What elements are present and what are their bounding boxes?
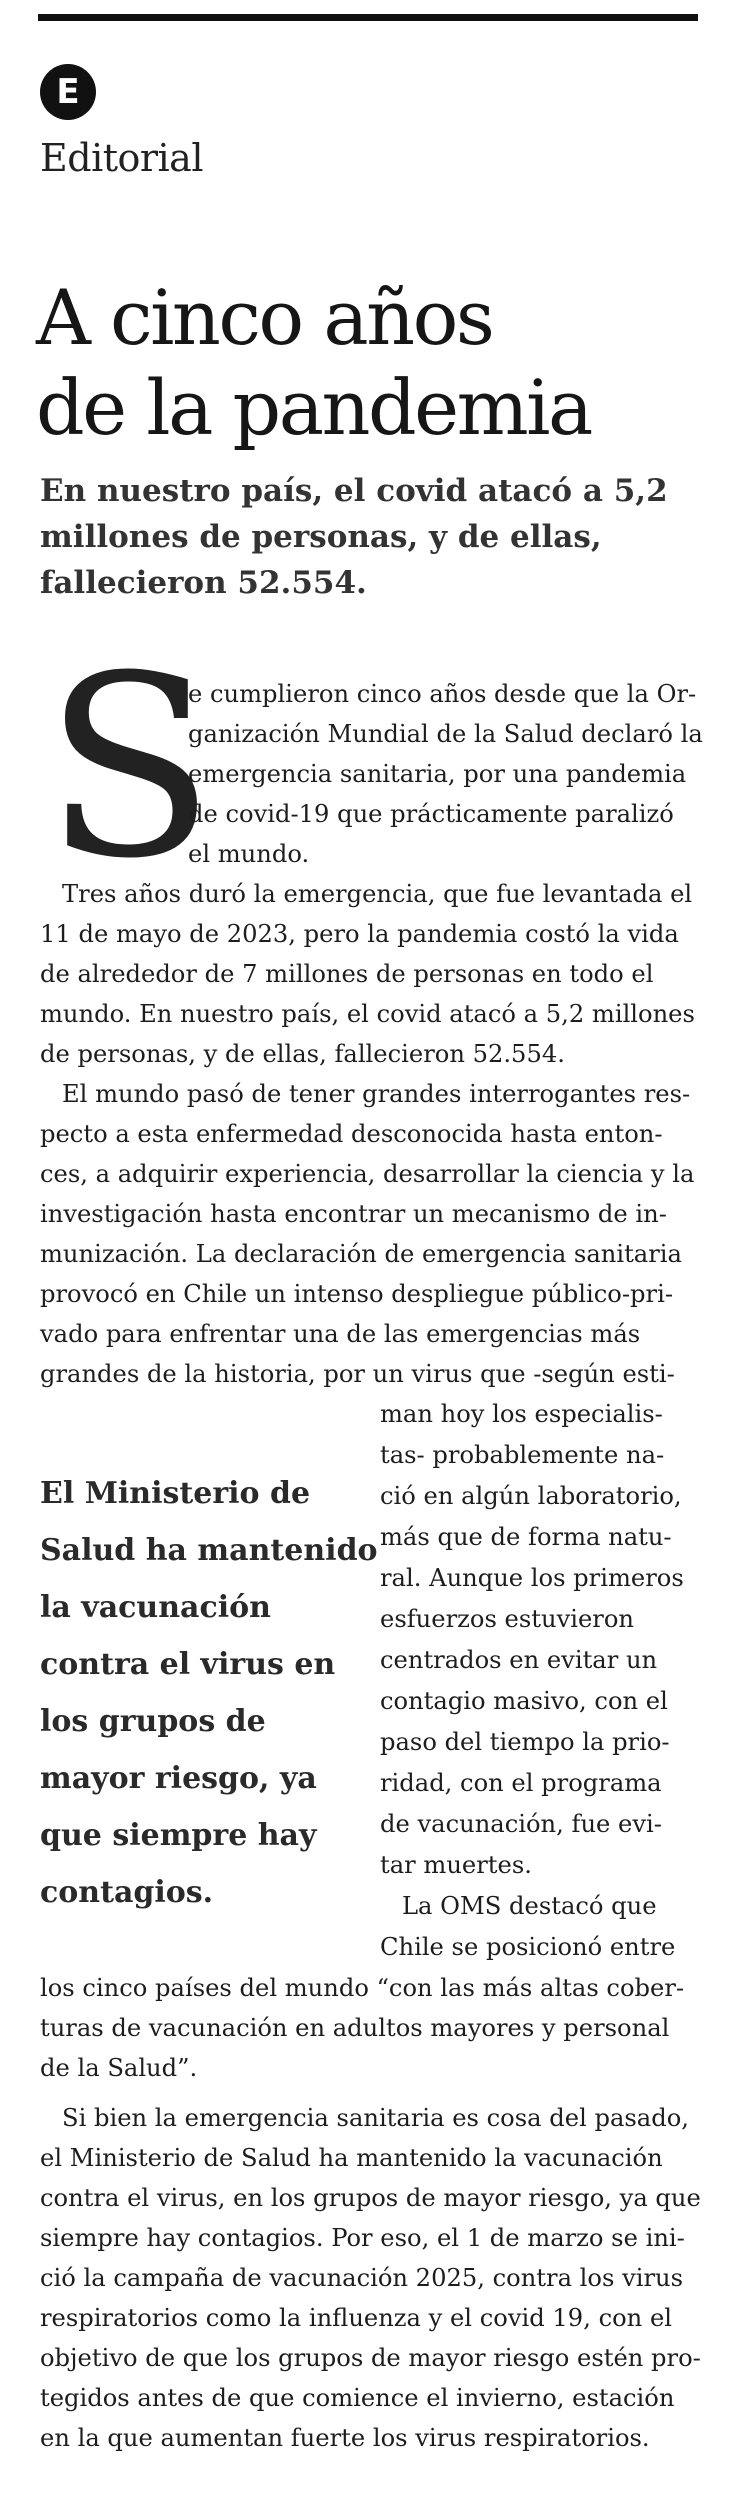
body-line: siempre hay contagios. Por eso, el 1 de marzo se ini-	[40, 2224, 685, 2252]
headline	[36, 273, 716, 453]
pull-quote-line: los grupos de	[40, 1704, 266, 1739]
body-line: tas- probablemente na-	[380, 1441, 665, 1469]
lead-line: fallecieron 52.554.	[40, 565, 367, 601]
lead-summary	[40, 468, 690, 606]
body-line: Tres años duró la emergencia, que fue levantada el	[62, 880, 693, 908]
pull-quote-line: la vacunación	[40, 1590, 271, 1625]
headline-line: de la pandemia	[36, 362, 591, 452]
body-line: turas de vacunación en adultos mayores y personal	[40, 2014, 670, 2042]
pull-quote-line: El Ministerio de	[40, 1476, 311, 1511]
body-line: los cinco países del mundo “con las más altas cober-	[40, 1974, 685, 2002]
pull-quote-line: Salud ha mantenido	[40, 1533, 378, 1568]
body-line: más que de forma natu-	[380, 1523, 672, 1551]
body-line: objetivo de que los grupos de mayor riesgo estén pro-	[40, 2344, 701, 2372]
body-line: de alrededor de 7 millones de personas en todo el	[40, 960, 654, 988]
body-line: contagio masivo, con el	[380, 1687, 668, 1715]
body-line: Si bien la emergencia sanitaria es cosa del pasado,	[62, 2104, 689, 2132]
body-line: ció en algún laboratorio,	[380, 1482, 682, 1510]
body-line: el Ministerio de Salud ha mantenido la vacunación	[40, 2144, 663, 2172]
body-line: en la que aumentan fuerte los virus respiratorios.	[40, 2424, 650, 2452]
body-line: 11 de mayo de 2023, pero la pandemia costó la vida	[40, 920, 679, 948]
body-line: de vacunación, fue evi-	[380, 1810, 662, 1838]
body-line: ces, a adquirir experiencia, desarrollar la ciencia y la	[40, 1160, 695, 1188]
top-rule	[38, 14, 698, 21]
body-line: esfuerzos estuvieron	[380, 1605, 634, 1633]
body-line: emergencia sanitaria, por una pandemia	[188, 760, 687, 788]
body-line: man hoy los especialis-	[380, 1400, 663, 1428]
lead-line: millones de personas, y de ellas,	[40, 519, 602, 555]
body-line: de covid-19 que prácticamente paralizó	[188, 800, 674, 828]
body-line: el mundo.	[188, 840, 310, 868]
section-label: Editorial	[40, 136, 203, 180]
body-line: ral. Aunque los primeros	[380, 1564, 684, 1592]
headline-line: A cinco años	[36, 272, 493, 362]
body-line: El mundo pasó de tener grandes interrogantes res-	[62, 1080, 691, 1108]
body-line: vado para enfrentar una de las emergencias más	[40, 1320, 641, 1348]
body-line: ridad, con el programa	[380, 1769, 662, 1797]
drop-cap: S	[44, 622, 216, 913]
lead-line: En nuestro país, el covid atacó a 5,2	[40, 473, 668, 509]
body-line: tar muertes.	[380, 1851, 532, 1879]
body-line: de la Salud”.	[40, 2054, 198, 2082]
body-line: contra el virus, en los grupos de mayor riesgo, ya que	[40, 2184, 701, 2212]
body-line: munización. La declaración de emergencia sanitaria	[40, 1240, 682, 1268]
body-line: La OMS destacó que	[402, 1892, 657, 1920]
body-line: ganización Mundial de la Salud declaró la	[188, 720, 703, 748]
pull-quote-line: que siempre hay	[40, 1818, 317, 1853]
body-line: Chile se posicionó entre	[380, 1933, 676, 1961]
pull-quote-line: contra el virus en	[40, 1647, 336, 1682]
pull-quote-line: mayor riesgo, ya	[40, 1761, 317, 1796]
body-line: grandes de la historia, por un virus que -según esti-	[40, 1360, 675, 1388]
body-line: tegidos antes de que comience el invierno, estación	[40, 2384, 675, 2412]
body-line: mundo. En nuestro país, el covid atacó a 5,2 millones	[40, 1000, 695, 1028]
body-line: ció la campaña de vacunación 2025, contra los virus	[40, 2264, 684, 2292]
body-line: paso del tiempo la prio-	[380, 1728, 670, 1756]
section-badge-icon: E	[40, 64, 96, 120]
body-line: de personas, y de ellas, fallecieron 52.554.	[40, 1040, 565, 1068]
pull-quote	[40, 1465, 378, 1921]
body-line: investigación hasta encontrar un mecanismo de in-	[40, 1200, 667, 1228]
body-line: provocó en Chile un intenso despliegue público-pri-	[40, 1280, 673, 1308]
body-line: centrados en evitar un	[380, 1646, 658, 1674]
body-line: respiratorios como la influenza y el covid 19, con el	[40, 2304, 672, 2332]
body-line: pecto a esta enfermedad desconocida hasta enton-	[40, 1120, 663, 1148]
pull-quote-line: contagios.	[40, 1875, 214, 1910]
body-line: e cumplieron cinco años desde que la Or-	[188, 680, 697, 708]
